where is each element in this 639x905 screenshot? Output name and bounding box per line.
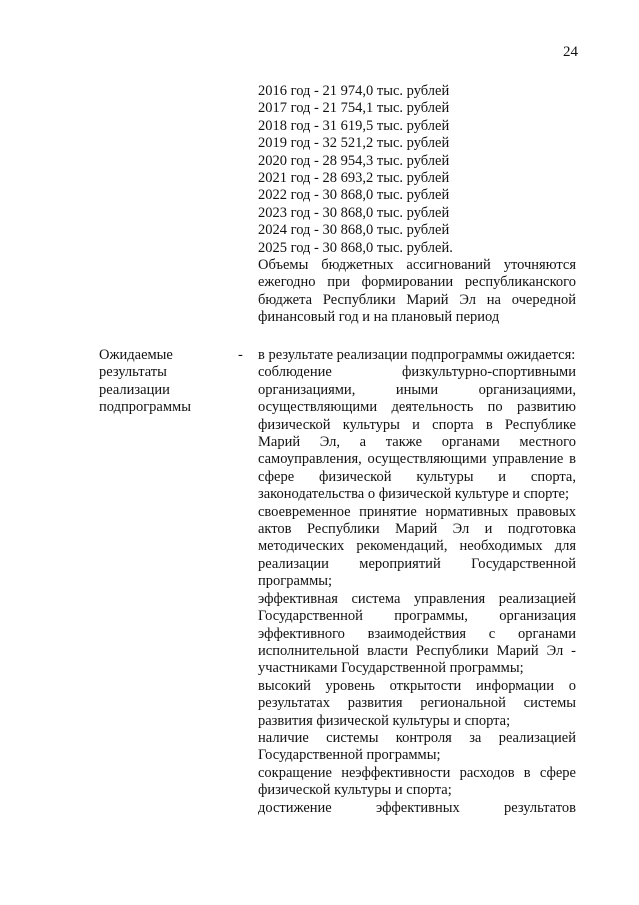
results-intro: в результате реализации подпрограммы ожидается:: [258, 347, 576, 363]
page-number: 24: [563, 44, 578, 60]
budget-year-line: 2017 год - 21 754,1 тыс. рублей: [258, 100, 450, 117]
budget-section: [258, 83, 576, 327]
budget-year-line: 2016 год - 21 974,0 тыс. рублей: [258, 83, 450, 99]
budget-note: Объемы бюджетных ассигнований уточняются ежегодно при формировании республиканского бюджета Республики Марий Эл на очередной финансовый год и на плановый период: [258, 257, 576, 326]
budget-year-line: 2025 год - 30 868,0 тыс. рублей.: [258, 239, 453, 256]
results-item: эффективная система управления реализацией Государственной программы, организация эффективного взаимодействия с органами исполнительной власти Республики Марий Эл - участниками Государственной программы;: [258, 590, 576, 677]
budget-year-line: 2023 год - 30 868,0 тыс. рублей: [258, 204, 450, 221]
results-item: своевременное принятие нормативных правовых актов Республики Марий Эл и подготовка методических рекомендаций, необходимых для реализации мероприятий Государственной программы;: [258, 503, 576, 590]
results-item: наличие системы контроля за реализацией Государственной программы;: [258, 729, 576, 764]
results-section: [258, 347, 576, 817]
results-item: соблюдение физкультурно-спортивными организациями, иными организациями, осуществляющими деятельность по развитию физической культуры и спорта в Республике Марий Эл, а также органами местного самоуправления, осуществляющими управление в сфере физической культуры и спорта, законодательства о физической культуре и спорте;: [258, 364, 576, 503]
results-item: достижение эффективных результатов: [258, 799, 576, 816]
budget-year-line: 2018 год - 31 619,5 тыс. рублей: [258, 117, 450, 134]
results-item: высокий уровень открытости информации о результатах развития региональной системы развития физической культуры и спорта;: [258, 677, 576, 729]
results-dash: -: [238, 347, 243, 363]
results-item: сокращение неэффективности расходов в сфере физической культуры и спорта;: [258, 764, 576, 799]
budget-year-line: 2024 год - 30 868,0 тыс. рублей: [258, 222, 450, 239]
budget-year-line: 2019 год - 32 521,2 тыс. рублей: [258, 135, 450, 152]
budget-year-line: 2020 год - 28 954,3 тыс. рублей: [258, 152, 450, 169]
budget-year-line: 2022 год - 30 868,0 тыс. рублей: [258, 187, 450, 204]
budget-year-line: 2021 год - 28 693,2 тыс. рублей: [258, 170, 450, 187]
results-label: Ожидаемые результаты реализации подпрограммы: [99, 347, 191, 416]
